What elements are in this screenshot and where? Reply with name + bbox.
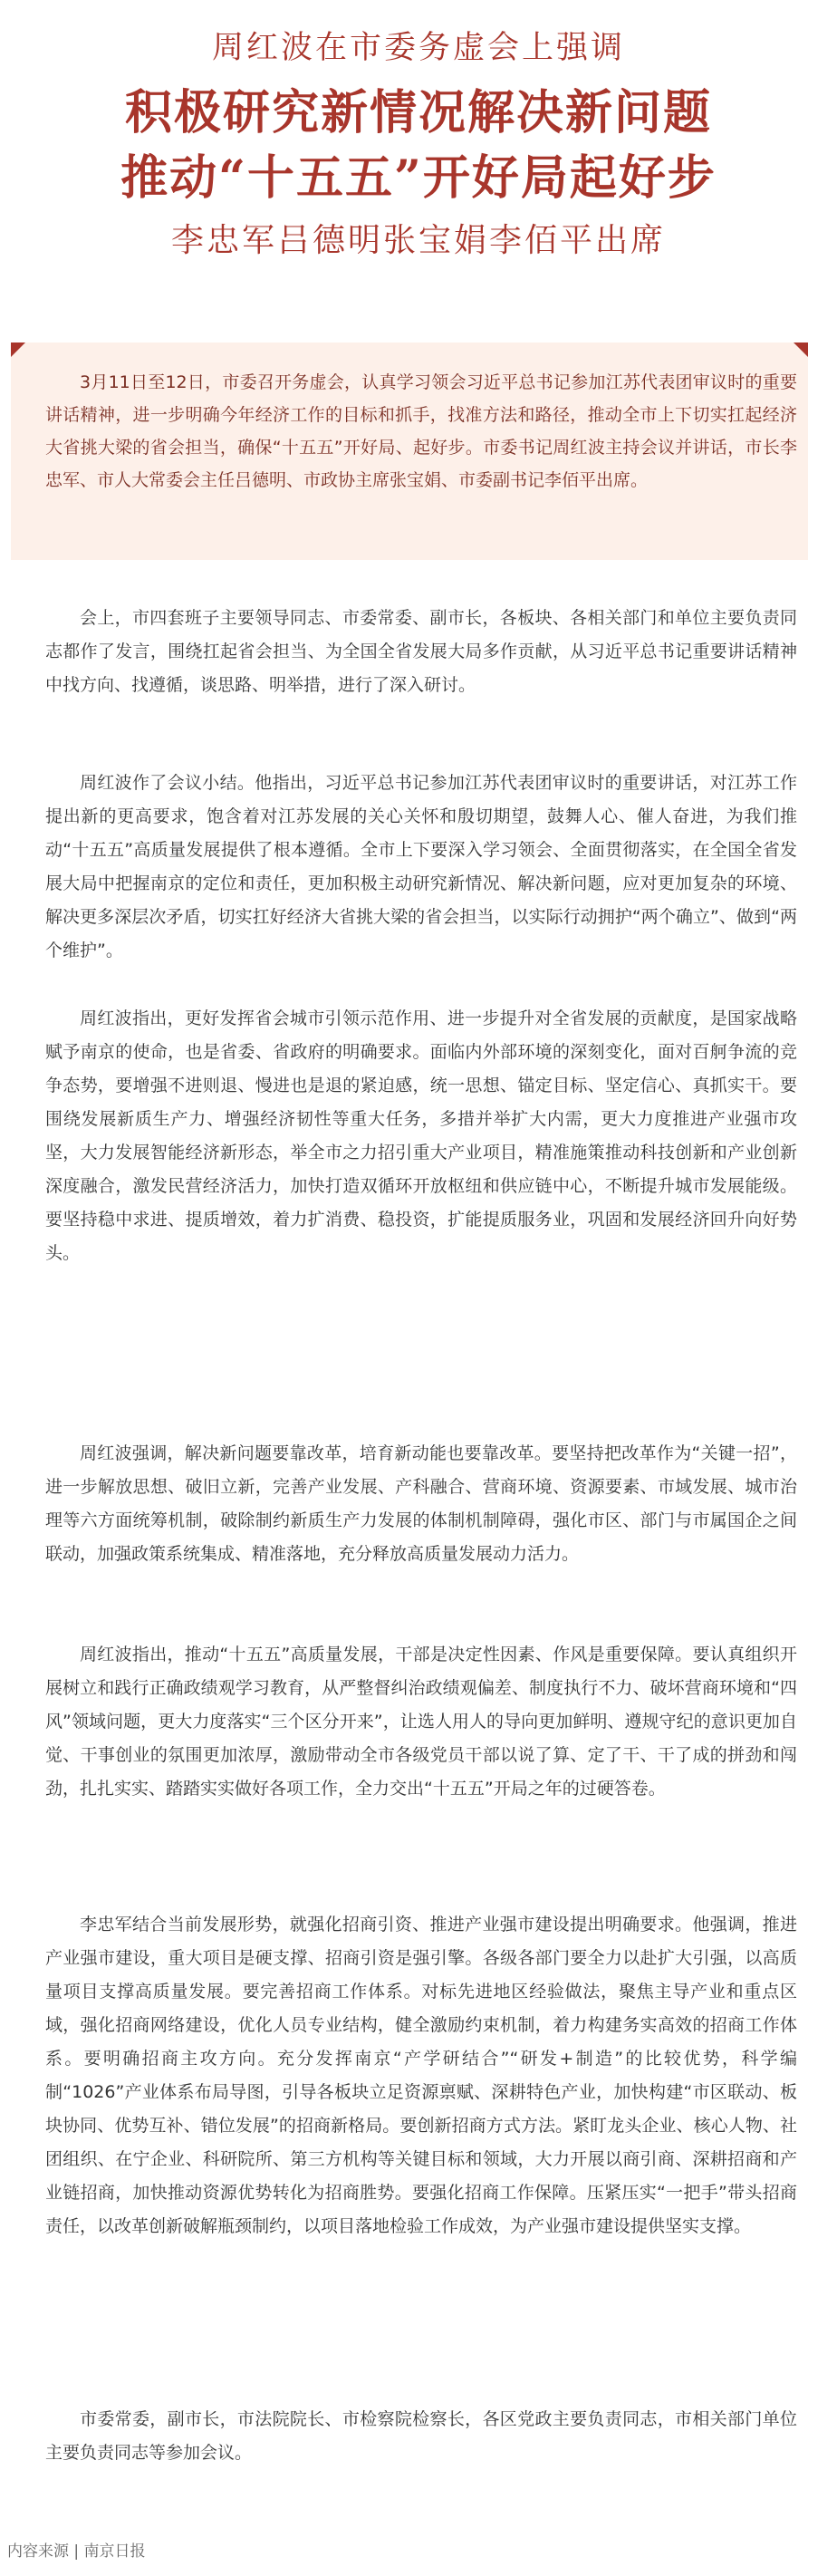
body-paragraph-1: 会上，市四套班子主要领导同志、市委常委、副市长，各板块、各相关部门和单位主要负责同志都作了发言，围绕扛起省会担当、为全国全省发展大局多作贡献，从习近平总书记重要讲话精神中找方向、找遵循，谈思路、明举措，进行了深入研讨。 [45,608,797,695]
subtitle: 李忠军吕德明张宝娟李佰平出席 [170,222,666,259]
main-title-line-1: 积极研究新情况解决新问题 [124,85,712,140]
body-paragraph-3: 周红波指出，更好发挥省会城市引领示范作用、进一步提升对全省发展的贡献度，是国家战略赋予南京的使命，也是省委、省政府的明确要求。面临内外部环境的深刻变化，面对百舸争流的竞争态势，要增强不进则退、慢进也是退的紧迫感，统一思想、锚定目标、坚定信心、真抓实干。要围绕发展新质生产力、增强经济韧性等重大任务，多措并举扩大内需，更大力度推进产业强市攻坚，大力发展智能经济新形态，举全市之力招引重大产业项目，精准施策推动科技创新和产业创新深度融合，激发民营经济活力，加快打造双循环开放枢纽和供应链中心，不断提升城市发展能级。要坚持稳中求进、提质增效，着力扩消费、稳投资，扩能提质服务业，巩固和发展经济回升向好势头。 [45,1008,797,1263]
lead-paragraph: 3月11日至12日，市委召开务虚会，认真学习领会习近平总书记参加江苏代表团审议时的重要讲话精神，进一步明确今年经济工作的目标和抓手，找准方法和路径，推动全市上下切实扛起经济大省挑大梁的省会担当，确保“十五五”开好局、起好步。市委书记周红波主持会议并讲话，市长李忠军、市人大常委会主任吕德明、市政协主席张宝娟、市委副书记李佰平出席。 [45,372,797,490]
lead-corner-decoration-left [11,343,25,357]
source-credit: 内容来源 | 南京日报 [7,2542,146,2561]
body-paragraph-7: 市委常委，副市长，市法院院长、市检察院检察长，各区党政主要负责同志，市相关部门单位主要负责同志等参加会议。 [45,2409,797,2463]
body-paragraph-2: 周红波作了会议小结。他指出，习近平总书记参加江苏代表团审议时的重要讲话，对江苏工作提出新的更高要求，饱含着对江苏发展的关心关怀和殷切期望，鼓舞人心、催人奋进，为我们推动“十五五”高质量发展提供了根本遵循。全市上下要深入学习领会、全面贯彻落实，在全国全省发展大局中把握南京的定位和责任，更加积极主动研究新情况、解决新问题，应对更加复杂的环境、解决更多深层次矛盾，切实扛好经济大省挑大梁的省会担当，以实际行动拥护“两个确立”、做到“两个维护”。 [45,773,797,960]
lead-corner-decoration-right [794,343,808,357]
main-title-line-2: 推动“十五五”开好局起好步 [120,150,717,206]
kicker-title: 周红波在市委务虚会上强调 [211,30,625,66]
body-paragraph-4: 周红波强调，解决新问题要靠改革，培育新动能也要靠改革。要坚持把改革作为“关键一招”，进一步解放思想、破旧立新，完善产业发展、产科融合、营商环境、资源要素、市域发展、城市治理等六方面统筹机制，破除制约新质生产力发展的体制机制障碍，强化市区、部门与市属国企之间联动，加强政策系统集成、精准落地，充分释放高质量发展动力活力。 [45,1443,797,1564]
body-paragraph-5: 周红波指出，推动“十五五”高质量发展，干部是决定性因素、作风是重要保障。要认真组织开展树立和践行正确政绩观学习教育，从严整督纠治政绩观偏差、制度执行不力、破坏营商环境和“四风”领域问题，更大力度落实“三个区分开来”，让选人用人的导向更加鲜明、遵规守纪的意识更加自觉、干事创业的氛围更加浓厚，激励带动全市各级党员干部以说了算、定了干、干了成的拼劲和闯劲，扎扎实实、踏踏实实做好各项工作，全力交出“十五五”开局之年的过硬答卷。 [45,1645,797,1799]
body-paragraph-6: 李忠军结合当前发展形势，就强化招商引资、推进产业强市建设提出明确要求。他强调，推进产业强市建设，重大项目是硬支撑、招商引资是强引擎。各级各部门要全力以赴扩大引强，以高质量项目支撑高质量发展。要完善招商工作体系。对标先进地区经验做法，聚焦主导产业和重点区域，强化招商网络建设，优化人员专业结构，健全激励约束机制，着力构建务实高效的招商工作体系。要明确招商主攻方向。充分发挥南京“产学研结合”“研发+制造”的比较优势，科学编制“1026”产业体系布局导图，引导各板块立足资源禀赋、深耕特色产业，加快构建“市区联动、板块协同、优势互补、错位发展”的招商新格局。要创新招商方式方法。紧盯龙头企业、核心人物、社团组织、在宁企业、科研院所、第三方机构等关键目标和领域，大力开展以商引商、深耕招商和产业链招商，加快推动资源优势转化为招商胜势。要强化招商工作保障。压紧压实“一把手”带头招商责任，以改革创新破解瓶颈制约，以项目落地检验工作成效，为产业强市建设提供坚实支撑。 [45,1915,797,2236]
